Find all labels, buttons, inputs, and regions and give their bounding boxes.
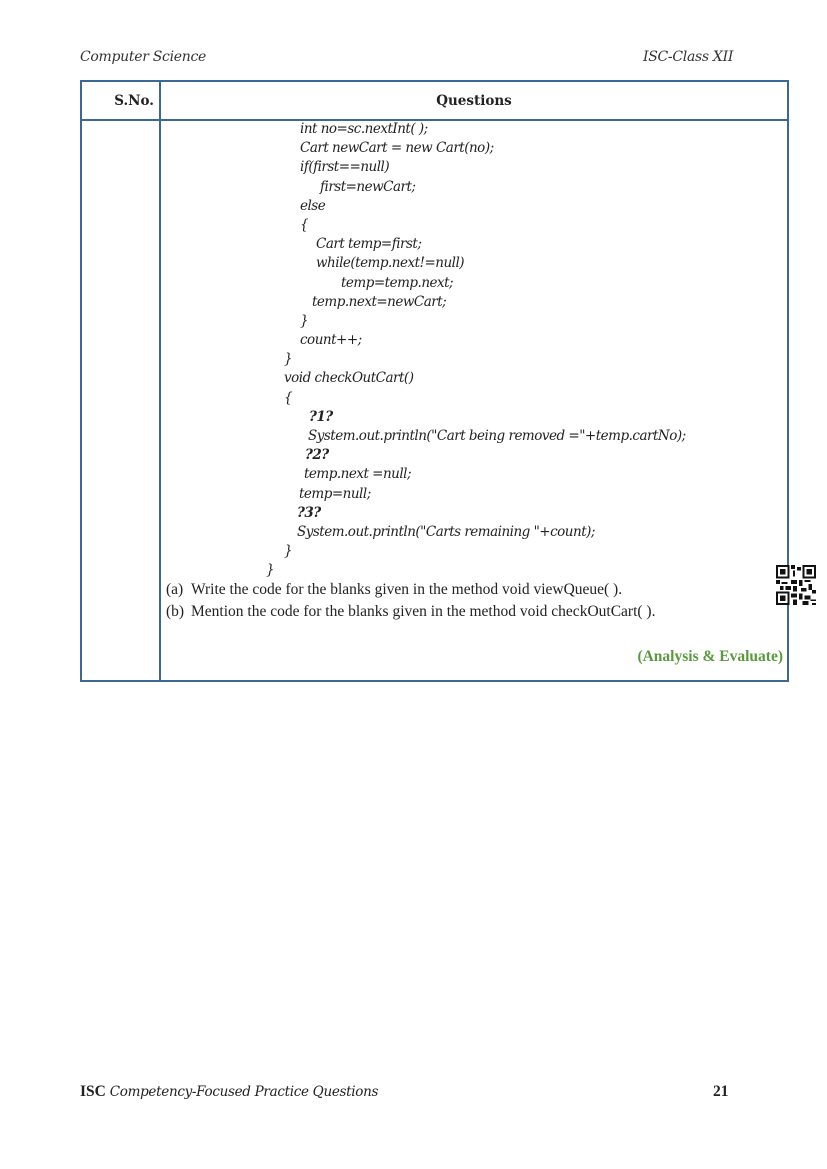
code-line: System.out.println("Cart being removed ="+temp.cartNo);	[308, 428, 686, 444]
code-line: temp=null;	[299, 486, 371, 502]
code-line: temp.next=newCart;	[312, 294, 447, 310]
code-line: {	[284, 390, 293, 406]
code-line: void checkOutCart()	[284, 370, 414, 386]
code-blank-placeholder: ?1?	[309, 409, 333, 425]
code-line: else	[300, 198, 326, 214]
footer-book-title: Competency-Focused Practice Questions	[109, 1084, 379, 1100]
question-item	[166, 603, 655, 621]
skill-tag: (Analysis & Evaluate)	[637, 648, 783, 665]
footer-brand: ISC	[80, 1083, 106, 1100]
footer-title	[80, 1083, 378, 1101]
running-head-subject: Computer Science	[80, 49, 206, 65]
question-text: Mention the code for the blanks given in the method void checkOutCart( ).	[191, 603, 656, 620]
qr-code-icon[interactable]	[776, 565, 816, 605]
code-line: Cart temp=first;	[316, 236, 422, 252]
code-line: {	[300, 217, 309, 233]
code-line: temp.next =null;	[304, 466, 412, 482]
column-header-questions: Questions	[436, 93, 512, 109]
code-line: if(first==null)	[300, 159, 390, 175]
column-header-sno: S.No.	[114, 93, 154, 109]
code-blank-placeholder: ?2?	[305, 447, 329, 463]
code-line: while(temp.next!=null)	[316, 255, 465, 271]
code-line: }	[284, 543, 293, 559]
code-line: count++;	[300, 332, 362, 348]
code-line: temp=temp.next;	[341, 275, 454, 291]
code-blank-placeholder: ?3?	[297, 505, 321, 521]
code-line: }	[266, 562, 275, 578]
column-divider	[159, 82, 161, 680]
code-line: System.out.println("Carts remaining "+count);	[297, 524, 595, 540]
code-line: }	[284, 351, 293, 367]
question-label: (b)	[166, 603, 185, 620]
code-line: Cart newCart = new Cart(no);	[300, 140, 494, 156]
question-item	[166, 581, 622, 599]
page-number: 21	[713, 1083, 729, 1100]
running-head-class: ISC-Class XII	[643, 49, 734, 65]
table-header-row	[82, 82, 787, 121]
question-text: Write the code for the blanks given in the method void viewQueue( ).	[191, 581, 623, 598]
question-label: (a)	[166, 581, 184, 598]
code-line: int no=sc.nextInt( );	[300, 121, 428, 137]
code-line: first=newCart;	[320, 179, 416, 195]
code-line: }	[300, 313, 309, 329]
